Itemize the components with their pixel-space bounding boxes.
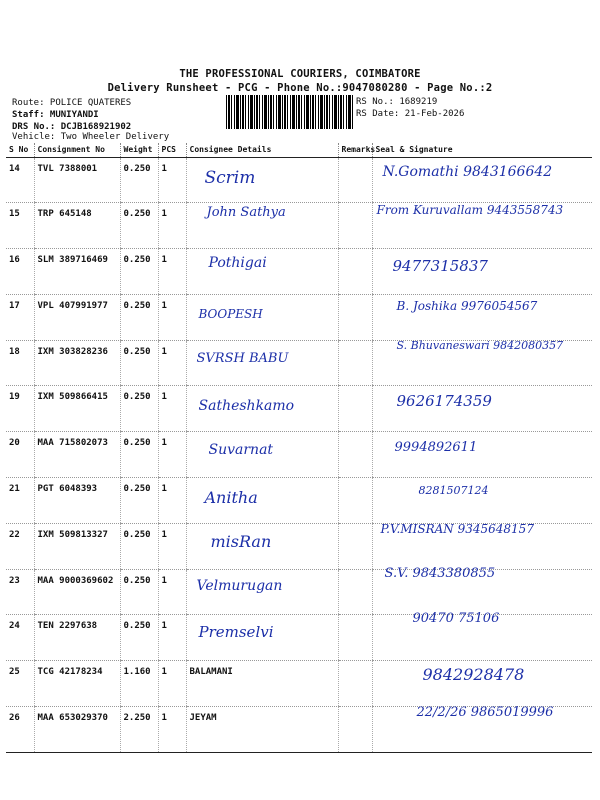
row-signature (372, 294, 592, 340)
table-row (6, 386, 592, 432)
row-consignment-no: SLM 389716469 (34, 249, 120, 295)
row-sno: 14 (6, 157, 34, 203)
table-row (6, 661, 592, 707)
row-pcs: 1 (158, 157, 186, 203)
row-signature (372, 340, 592, 386)
row-pcs: 1 (158, 294, 186, 340)
col-remarks: Remarks (338, 143, 372, 157)
row-pcs: 1 (158, 386, 186, 432)
table-row (6, 707, 592, 753)
row-consignee (186, 569, 338, 615)
handwritten-name: John Sathya (206, 205, 286, 221)
row-consignee (186, 340, 338, 386)
col-pcs: PCS (158, 143, 186, 157)
handwritten-signature: 8281507124 (418, 484, 489, 498)
row-remarks (338, 478, 372, 524)
row-remarks (338, 523, 372, 569)
handwritten-signature: S.V. 9843380855 (384, 565, 496, 581)
row-consignment-no: IXM 509813327 (34, 523, 120, 569)
row-sno: 18 (6, 340, 34, 386)
row-consignee (186, 615, 338, 661)
row-consignment-no: MAA 715802073 (34, 432, 120, 478)
row-weight: 0.250 (120, 203, 158, 249)
row-consignee (186, 203, 338, 249)
row-pcs: 1 (158, 340, 186, 386)
handwritten-signature: S. Bhuvaneswari 9842080357 (396, 338, 564, 352)
row-sno: 26 (6, 707, 34, 753)
runsheet-subtitle: Delivery Runsheet - PCG - Phone No.:9047080280 - Page No.:2 (107, 82, 493, 94)
row-signature (372, 478, 592, 524)
row-sno: 24 (6, 615, 34, 661)
row-weight: 0.250 (120, 478, 158, 524)
row-remarks (338, 386, 372, 432)
handwritten-name: Suvarnat (208, 442, 274, 459)
row-pcs: 1 (158, 478, 186, 524)
row-sno: 15 (6, 203, 34, 249)
row-sno: 25 (6, 661, 34, 707)
row-signature (372, 203, 592, 249)
row-consignment-no: TRP 645148 (34, 203, 120, 249)
table-row (6, 478, 592, 524)
row-signature (372, 565, 592, 615)
row-consignee (186, 294, 338, 340)
row-sno: 20 (6, 432, 34, 478)
row-remarks (338, 432, 372, 478)
row-signature (372, 249, 592, 295)
table-row (6, 432, 592, 478)
col-signature: Seal & Signature (372, 143, 592, 157)
table-row (6, 569, 592, 615)
handwritten-signature: 9842928478 (422, 665, 525, 685)
row-sno: 21 (6, 478, 34, 524)
row-consignee: JEYAM (186, 707, 338, 753)
row-signature (372, 157, 592, 203)
row-consignment-no: MAA 9000369602 (34, 569, 120, 615)
table-row (6, 294, 592, 340)
row-signature (372, 523, 592, 569)
handwritten-name: Satheshkamo (198, 398, 295, 415)
handwritten-signature: 9626174359 (396, 392, 492, 411)
handwritten-signature: From Kuruvallam 9443558743 (376, 203, 564, 218)
row-consignee (186, 432, 338, 478)
handwritten-name: Pothigai (208, 255, 267, 272)
rs-date: RS Date: 21-Feb-2026 (356, 109, 465, 119)
vehicle-text: Vehicle: Two Wheeler Delivery (12, 132, 170, 142)
row-consignee (186, 523, 338, 569)
row-pcs: 1 (158, 661, 186, 707)
row-consignment-no: IXM 509866415 (34, 386, 120, 432)
col-weight: Weight (120, 143, 158, 157)
row-weight: 0.250 (120, 569, 158, 615)
handwritten-name: Scrim (204, 167, 256, 188)
handwritten-signature: 9994892611 (394, 440, 478, 456)
route-text: Route: POLICE QUATERES (12, 98, 132, 108)
rs-number: RS No.: 1689219 (356, 97, 438, 107)
handwritten-signature: 22/2/26 9865019996 (416, 705, 554, 721)
company-title: THE PROFESSIONAL COURIERS, COIMBATORE (179, 68, 421, 80)
row-sno: 16 (6, 249, 34, 295)
table-row (6, 249, 592, 295)
row-weight: 0.250 (120, 386, 158, 432)
row-consignment-no: PGT 6048393 (34, 478, 120, 524)
drs-text: DRS No.: DCJB168921902 (12, 122, 132, 132)
row-consignment-no: TEN 2297638 (34, 615, 120, 661)
row-pcs: 1 (158, 615, 186, 661)
handwritten-signature: B. Joshika 9976054567 (396, 298, 538, 313)
row-weight: 0.250 (120, 432, 158, 478)
table-row (6, 340, 592, 386)
staff-text: Staff: MUNIYANDI (12, 110, 99, 120)
row-weight: 0.250 (120, 615, 158, 661)
row-signature (372, 611, 592, 661)
handwritten-name: misRan (210, 531, 272, 551)
handwritten-signature: 9477315837 (392, 257, 488, 276)
row-sno: 17 (6, 294, 34, 340)
row-signature (372, 707, 592, 753)
handwritten-name: BOOPESH (198, 306, 263, 321)
row-sno: 23 (6, 569, 34, 615)
table-header-row (6, 143, 592, 157)
row-signature (372, 432, 592, 478)
table-row (6, 203, 592, 249)
row-remarks (338, 569, 372, 615)
row-weight: 0.250 (120, 294, 158, 340)
row-pcs: 1 (158, 203, 186, 249)
row-weight: 2.250 (120, 707, 158, 753)
row-sno: 19 (6, 386, 34, 432)
table-row (6, 157, 592, 203)
row-remarks (338, 249, 372, 295)
delivery-table (6, 143, 592, 753)
row-remarks (338, 203, 372, 249)
row-pcs: 1 (158, 432, 186, 478)
handwritten-signature: N.Gomathi 9843166642 (382, 163, 553, 180)
row-remarks (338, 661, 372, 707)
col-consignment: Consignment No (34, 143, 120, 157)
col-consignee: Consignee Details (186, 143, 338, 157)
row-consignment-no: IXM 303828236 (34, 340, 120, 386)
row-consignee (186, 249, 338, 295)
row-consignment-no: MAA 653029370 (34, 707, 120, 753)
row-consignee: BALAMANI (186, 661, 338, 707)
handwritten-signature: P.V.MISRAN 9345648157 (380, 521, 534, 536)
table-row (6, 615, 592, 661)
row-consignment-no: TCG 42178234 (34, 661, 120, 707)
col-sno: S No (6, 143, 34, 157)
handwritten-name: Premselvi (198, 623, 274, 642)
handwritten-name: Velmurugan (196, 577, 283, 594)
barcode (226, 95, 354, 129)
row-consignee (186, 157, 338, 203)
table-row (6, 523, 592, 569)
row-pcs: 1 (158, 569, 186, 615)
row-signature (372, 661, 592, 707)
row-consignee (186, 386, 338, 432)
row-sno: 22 (6, 523, 34, 569)
row-pcs: 1 (158, 707, 186, 753)
row-consignee (186, 478, 338, 524)
row-pcs: 1 (158, 523, 186, 569)
row-pcs: 1 (158, 249, 186, 295)
row-weight: 0.250 (120, 340, 158, 386)
row-remarks (338, 615, 372, 661)
row-remarks (338, 294, 372, 340)
row-remarks (338, 157, 372, 203)
row-weight: 0.250 (120, 249, 158, 295)
row-remarks (338, 707, 372, 753)
handwritten-signature: 90470 75106 (412, 611, 500, 627)
handwritten-name: Anitha (204, 488, 258, 508)
row-consignment-no: TVL 7388001 (34, 157, 120, 203)
row-signature (372, 386, 592, 432)
handwritten-name: SVRSH BABU (196, 350, 289, 366)
row-remarks (338, 340, 372, 386)
row-weight: 1.160 (120, 661, 158, 707)
row-weight: 0.250 (120, 523, 158, 569)
row-consignment-no: VPL 407991977 (34, 294, 120, 340)
row-weight: 0.250 (120, 157, 158, 203)
